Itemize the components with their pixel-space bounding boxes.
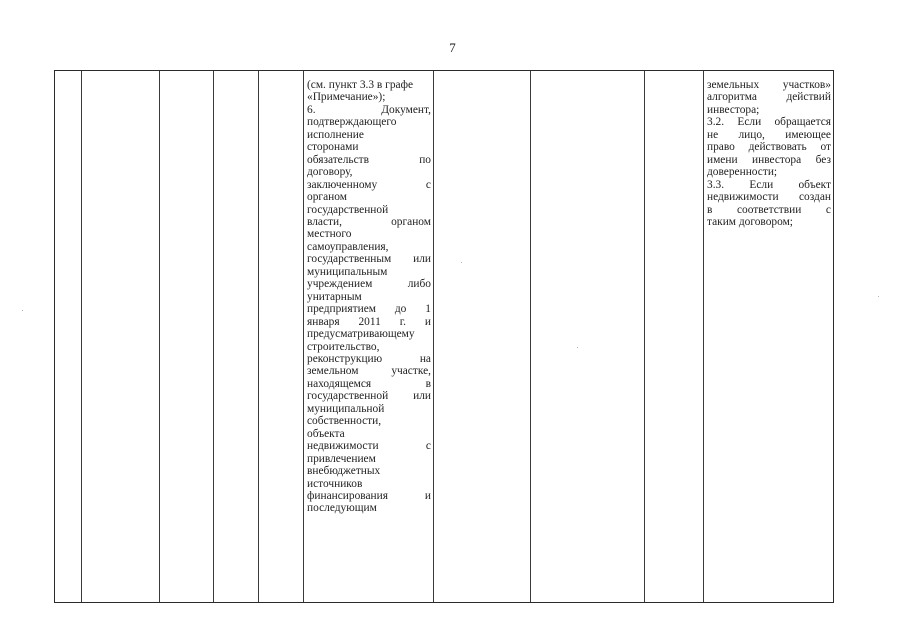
text-line: сторонами [307,141,359,154]
column-divider-7 [530,71,531,602]
text-line: января 2011 г. и [307,315,431,328]
text-line: право действовать от [707,141,831,154]
text-line: обязательств по [307,153,431,166]
column-divider-5 [303,71,304,602]
text-line: местного [307,228,352,241]
text-line: 3.3. Если объект [707,178,831,191]
column-9-cell-text [707,79,831,228]
scan-speck [22,310,23,311]
text-line: реконструкцию на [307,352,431,365]
text-line: имени инвестора без [707,153,831,166]
text-line: находящемся в [307,377,431,390]
text-line: предприятием до 1 [307,303,431,316]
column-divider-1 [81,71,82,602]
text-line: не лицо, имеющее [707,128,831,141]
text-line: инвестора; [707,103,760,116]
text-line: муниципальным [307,265,388,278]
text-line: учреждением либо [307,278,431,291]
scan-speck [577,347,578,348]
column-divider-2 [159,71,160,602]
text-line: заключенному с [307,178,431,191]
column-divider-4 [258,71,259,602]
column-divider-9 [703,71,704,602]
text-line: (см. пункт 3.3 в графе [307,79,414,91]
text-line: финансирования и [307,489,431,502]
text-line: земельном участке, [307,365,431,378]
text-line: государственным или [307,253,431,266]
text-line: 3.2. Если обращается [707,116,831,129]
text-line: таким договором; [707,215,793,228]
text-line: исполнение [307,128,364,141]
text-line: недвижимости создан [707,191,831,204]
text-line: подтверждающего [307,116,397,129]
text-line: государственной или [307,390,431,403]
text-line: государственной [307,203,389,216]
column-5-cell-text [307,79,431,515]
text-line: источников [307,477,363,490]
text-line: договору, [307,166,353,179]
text-line: алгоритма действий [707,91,831,104]
text-line: предусматривающему [307,328,415,341]
column-divider-8 [644,71,645,602]
text-line: строительство, [307,340,380,353]
scan-speck [878,296,879,297]
text-line: объекта [307,427,345,440]
text-line: доверенности; [707,166,778,179]
text-line: 6. Документ, [307,103,431,116]
text-line: «Примечание»); [307,91,386,104]
text-line: внебюджетных [307,465,381,478]
text-line: привлечением [307,452,376,465]
scan-speck [461,262,462,263]
page-number: 7 [449,40,456,55]
document-table [54,70,834,603]
text-line: последующим [307,502,377,515]
text-line: муниципальной [307,402,385,415]
text-line: земельных участков» [707,79,831,91]
text-line: недвижимости с [307,440,431,453]
column-divider-3 [213,71,214,602]
column-divider-6 [433,71,434,602]
text-line: органом [307,191,347,204]
text-line: в соответствии с [707,203,831,216]
text-line: собственности, [307,415,382,428]
text-line: унитарным [307,290,362,303]
text-line: власти, органом [307,215,431,228]
text-line: самоуправления, [307,240,389,253]
